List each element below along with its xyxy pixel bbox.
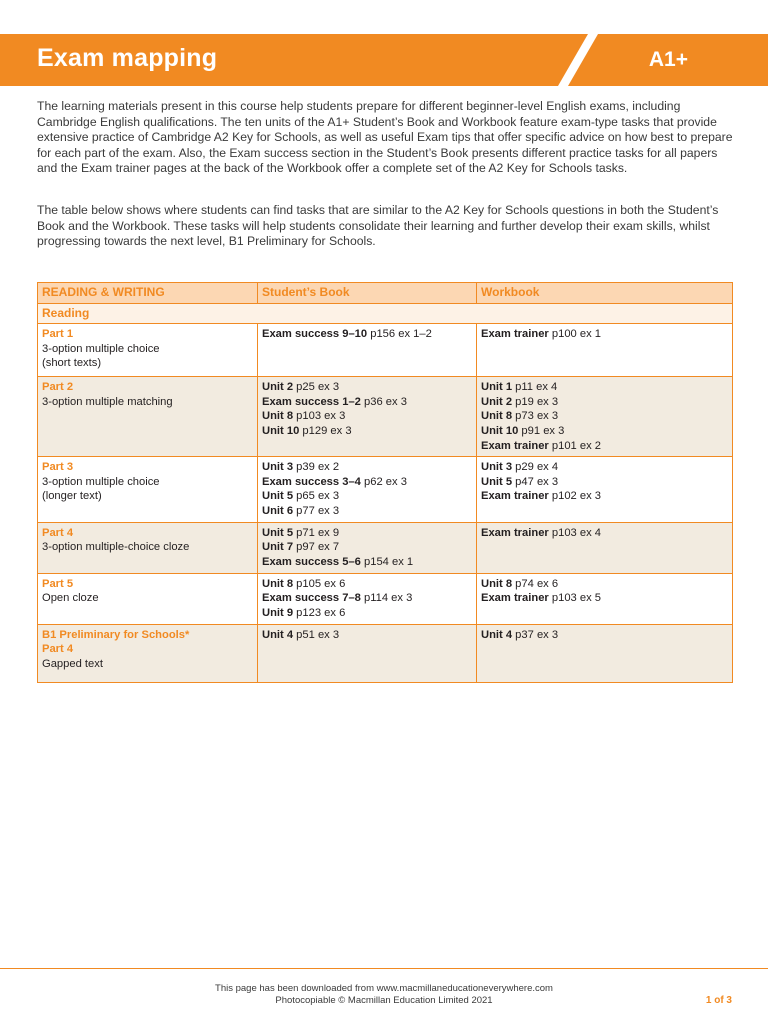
part-label: Part 2 — [42, 381, 74, 394]
table-row — [38, 522, 733, 573]
reference-unit: Exam success 9–10 — [262, 328, 368, 341]
header-cell-reading-writing: READING & WRITING — [38, 283, 258, 304]
exam-mapping-table — [37, 282, 733, 683]
reference-unit: Unit 4 — [481, 628, 513, 641]
reference-entry — [262, 526, 472, 541]
reference-entry — [481, 591, 728, 606]
reference-page: p103 ex 5 — [548, 592, 602, 605]
reference-entry — [481, 395, 728, 410]
reference-unit: Unit 10 — [262, 424, 300, 437]
footer-copyright: Photocopiable © Macmillan Education Limited 2021 — [275, 995, 493, 1006]
part-label: Part 3 — [42, 461, 74, 474]
students-book-cell — [258, 573, 477, 624]
reference-page: p123 ex 6 — [293, 606, 346, 619]
workbook-cell — [477, 377, 733, 457]
workbook-cell — [477, 324, 733, 377]
reference-entry — [481, 577, 728, 592]
reference-unit: Unit 2 — [262, 381, 294, 394]
task-description: 3-option multiple choice — [42, 475, 160, 488]
page-number: 1 of 3 — [705, 995, 732, 1006]
reference-page: p47 ex 3 — [512, 475, 559, 488]
reference-entry — [481, 327, 728, 342]
students-book-cell — [258, 457, 477, 522]
reference-entry — [481, 409, 728, 424]
reference-entry — [481, 424, 728, 439]
reference-unit: Exam trainer — [481, 526, 549, 539]
reference-unit: Exam trainer — [481, 592, 549, 605]
reference-unit: Unit 5 — [262, 526, 294, 539]
reference-entry — [262, 395, 472, 410]
reference-entry — [481, 460, 728, 475]
page-title: Exam mapping — [37, 44, 218, 72]
reference-page: p19 ex 3 — [512, 395, 559, 408]
reference-unit: Unit 5 — [481, 475, 513, 488]
reference-page: p51 ex 3 — [293, 628, 340, 641]
table-header-row — [38, 283, 733, 304]
reference-entry — [262, 475, 472, 490]
reference-entry — [262, 591, 472, 606]
part-label: B1 Preliminary for Schools* — [42, 628, 190, 641]
workbook-cell — [477, 573, 733, 624]
reference-unit: Exam success 3–4 — [262, 475, 361, 488]
task-description: Gapped text — [42, 657, 103, 670]
table-row — [38, 573, 733, 624]
students-book-cell — [258, 377, 477, 457]
reference-unit: Exam trainer — [481, 490, 549, 503]
reference-page: p91 ex 3 — [518, 424, 565, 437]
reference-page: p62 ex 3 — [360, 475, 407, 488]
reference-unit: Unit 3 — [262, 461, 294, 474]
intro-text-2: The table below shows where students can find tasks that are similar to the A2 Key for Schools questions in both the Student’s Book and the Workbook. These tasks will help students consolidate their learning and further develop their exam skills, whilst progressing towards the next level, B1 Preliminary for Schools. — [37, 203, 719, 249]
reference-page: p97 ex 7 — [293, 541, 340, 554]
part-label: Part 4 — [42, 643, 74, 656]
footer-divider — [0, 968, 768, 969]
reference-entry — [262, 504, 472, 519]
reference-entry — [262, 555, 472, 570]
reference-page: p114 ex 3 — [360, 592, 413, 605]
workbook-cell — [477, 457, 733, 522]
reference-unit: Unit 8 — [262, 410, 294, 423]
reference-unit: Exam trainer — [481, 328, 549, 341]
reference-entry — [262, 489, 472, 504]
reference-entry — [481, 439, 728, 454]
level-badge: A1+ — [648, 48, 688, 71]
header-slash-decoration — [558, 34, 604, 86]
reference-unit: Unit 6 — [262, 504, 294, 517]
reference-page: p129 ex 3 — [299, 424, 352, 437]
reference-unit: Unit 8 — [481, 577, 513, 590]
table-row — [38, 324, 733, 377]
reference-unit: Unit 3 — [481, 461, 513, 474]
part-label: Part 1 — [42, 328, 74, 341]
reference-unit: Unit 9 — [262, 606, 294, 619]
reference-page: p65 ex 3 — [293, 490, 340, 503]
part-cell — [38, 624, 258, 682]
intro-paragraph-2 — [37, 203, 737, 250]
reference-entry — [262, 628, 472, 643]
reference-entry — [262, 540, 472, 555]
reference-entry — [481, 526, 728, 541]
header-cell-workbook: Workbook — [477, 283, 733, 304]
intro-text-1: The learning materials present in this course help students prepare for different beginner-level English exams, including Cambridge English qualifications. The ten units of the A1+ Student’s Book and Workbook feature exam-type tasks that provide extensive practice of Cambridge A2 Key for Schools, as well as useful Exam tips that offer specific advice on how best to prepare for each part of the exam. Also, the Exam success section in the Student’s Book presents different practice tasks for all papers and the Exam trainer pages at the back of the Workbook offer a complete set of the A2 Key for Schools tasks. — [37, 99, 733, 176]
part-label: Part 5 — [42, 577, 74, 590]
reference-entry — [262, 409, 472, 424]
reference-page: p154 ex 1 — [360, 555, 414, 568]
reference-page: p71 ex 9 — [293, 526, 340, 539]
reference-page: p74 ex 6 — [512, 577, 559, 590]
reference-unit: Exam success 5–6 — [262, 555, 361, 568]
reference-page: p37 ex 3 — [512, 628, 559, 641]
part-cell — [38, 457, 258, 522]
header-cell-students-book: Student’s Book — [258, 283, 477, 304]
reference-unit: Unit 7 — [262, 541, 294, 554]
reference-page: p103 ex 4 — [548, 526, 602, 539]
intro-paragraph-1 — [37, 99, 737, 177]
students-book-cell — [258, 324, 477, 377]
students-book-cell — [258, 522, 477, 573]
part-cell — [38, 522, 258, 573]
reference-page: p36 ex 3 — [360, 395, 407, 408]
section-label: Reading — [38, 303, 733, 324]
reference-page: p156 ex 1–2 — [367, 328, 432, 341]
task-description: 3-option multiple-choice cloze — [42, 541, 190, 554]
reference-entry — [481, 380, 728, 395]
footer-download-note: This page has been downloaded from www.macmillaneducationeverywhere.com — [215, 983, 553, 994]
task-description: (short texts) — [42, 357, 102, 370]
reference-unit: Unit 5 — [262, 490, 294, 503]
reference-entry — [262, 380, 472, 395]
reference-page: p102 ex 3 — [548, 490, 602, 503]
reference-unit: Unit 8 — [481, 410, 513, 423]
reference-entry — [481, 489, 728, 504]
reference-entry — [262, 606, 472, 621]
reference-entry — [262, 424, 472, 439]
reference-page: p11 ex 4 — [512, 381, 558, 394]
reference-entry — [262, 577, 472, 592]
reference-unit: Exam success 7–8 — [262, 592, 361, 605]
task-description: (longer text) — [42, 490, 102, 503]
reference-page: p73 ex 3 — [512, 410, 559, 423]
section-row-reading — [38, 303, 733, 324]
workbook-cell — [477, 522, 733, 573]
reference-entry — [262, 460, 472, 475]
task-description: Open cloze — [42, 592, 99, 605]
reference-entry — [481, 475, 728, 490]
reference-entry — [481, 628, 728, 643]
reference-unit: Unit 10 — [481, 424, 519, 437]
reference-page: p25 ex 3 — [293, 381, 340, 394]
reference-unit: Exam success 1–2 — [262, 395, 361, 408]
task-description: 3-option multiple matching — [42, 395, 173, 408]
reference-page: p103 ex 3 — [293, 410, 346, 423]
reference-unit: Exam trainer — [481, 439, 549, 452]
reference-page: p77 ex 3 — [293, 504, 340, 517]
reference-unit: Unit 1 — [481, 381, 513, 394]
reference-page: p39 ex 2 — [293, 461, 340, 474]
reference-unit: Unit 2 — [481, 395, 513, 408]
table-row — [38, 377, 733, 457]
table-row — [38, 457, 733, 522]
workbook-cell — [477, 624, 733, 682]
part-label: Part 4 — [42, 526, 74, 539]
reference-unit: Unit 4 — [262, 628, 294, 641]
reference-page: p100 ex 1 — [548, 328, 602, 341]
reference-page: p105 ex 6 — [293, 577, 346, 590]
part-cell — [38, 324, 258, 377]
students-book-cell — [258, 624, 477, 682]
reference-entry — [262, 327, 472, 342]
part-cell — [38, 377, 258, 457]
task-description: 3-option multiple choice — [42, 342, 160, 355]
table-row — [38, 624, 733, 682]
part-cell — [38, 573, 258, 624]
reference-unit: Unit 8 — [262, 577, 294, 590]
reference-page: p29 ex 4 — [512, 461, 559, 474]
reference-page: p101 ex 2 — [548, 439, 602, 452]
